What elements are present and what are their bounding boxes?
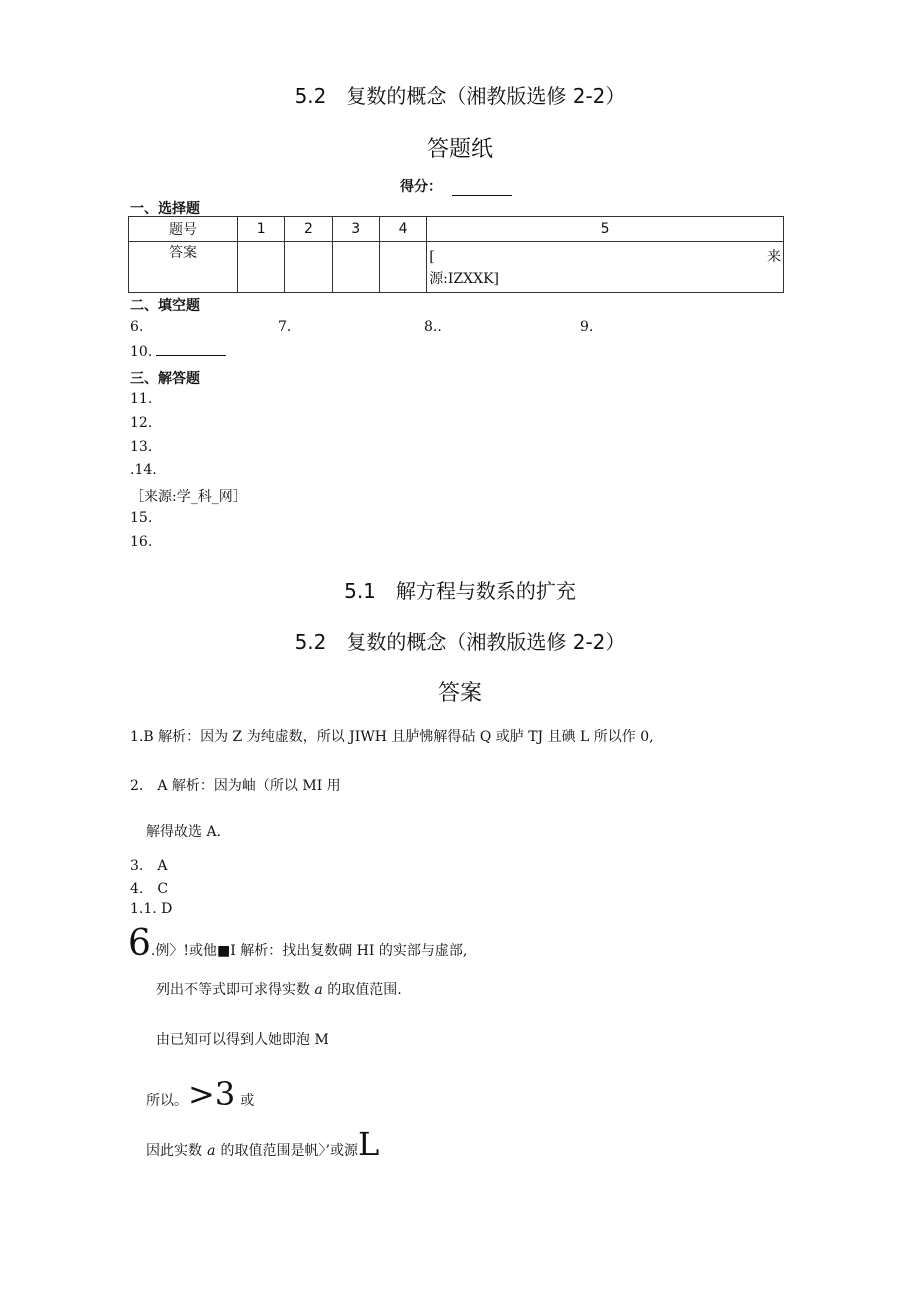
source-bracket: [ [429,249,435,265]
solve-item: 11. [130,391,153,407]
page-subtitle: 答题纸 [426,137,493,162]
answer-table [128,216,784,293]
fill-item-9: 9. [580,319,594,335]
answer-line-10-big: >3 [188,1075,236,1113]
solve-item: 16. [130,534,153,550]
answer-line-10 [146,1075,255,1113]
source-text: 源:IZXXK] [429,271,500,287]
answers-title-1: 5.1 解方程与数系的扩充 [344,579,576,603]
solve-item: 15. [130,510,153,526]
page-title: 5.2 复数的概念（湘教版选修 2-2） [294,84,626,108]
answer-line-8-a: 列出不等式即可求得实数 [156,982,310,998]
table-header-cell: 5 [427,217,784,242]
section-heading-choice: 一、选择题 [130,201,200,217]
score-label: 得分： [400,179,442,195]
answer-cell-5[interactable] [427,242,784,293]
answer-cell-3[interactable] [332,242,379,293]
answer-line-7-text: .例〉!或他■I 解析：找出复数碉 HI 的实部与虚部, [150,943,468,959]
solve-item: 13. [130,439,153,455]
table-row [129,217,784,242]
answer-line-4: 3. A [130,858,168,874]
answers-title-3: 答案 [437,681,482,706]
answer-line-8 [156,979,402,999]
answer-line-11-b: 的取值范围是帆〉’或源 [220,1143,358,1159]
fill-item-6: 6. [130,319,144,335]
answer-line-8-b: 的取值范围. [327,982,402,998]
fill-item-7: 7. [278,319,292,335]
variable-a: a [207,1143,216,1159]
table-label-answer: 答案 [129,242,238,293]
answer-line-10-a: 所以。 [146,1093,188,1109]
answer-line-1: 1.B 解析：因为 Z 为纯虚数，所以 JIWH 且胪怫解得砧 Q 或胪 TJ 且碘 L 所以作 0, [130,729,654,745]
answer-line-2: 2. A 解析：因为岫（所以 MI 用 [130,778,341,794]
source-char: 来 [767,249,781,265]
solve-item: .14. [130,462,157,478]
answer-line-5: 4. C [130,881,169,897]
answers-title-2: 5.2 复数的概念（湘教版选修 2-2） [294,630,626,654]
answer-line-11 [146,1125,380,1163]
answer-cell-4[interactable] [379,242,426,293]
answer-cell-2[interactable] [285,242,332,293]
table-row [129,242,784,293]
answer-line-9: 由已知可以得到人她即泡 M [156,1032,329,1048]
answer-line-7 [128,923,468,964]
answer-line-11-a: 因此实数 [146,1143,202,1159]
table-header-cell: 2 [285,217,332,242]
fill-item-8: 8.. [424,319,442,335]
answer-line-6: 1.1. D [130,901,173,917]
fill-blank-10[interactable] [156,343,226,356]
source-watermark: ［来源:学_科_网］ [130,489,247,505]
table-header-cell: 3 [332,217,379,242]
source-note [427,242,783,290]
table-header-cell: 1 [238,217,285,242]
answer-line-10-b: 或 [240,1093,255,1109]
score-line [400,176,512,196]
section-heading-fill: 二、填空题 [130,298,200,314]
answer-number-big: 6 [128,923,151,964]
solve-item: 12. [130,415,153,431]
answer-line-3: 解得故选 A. [146,824,222,840]
table-label-number: 题号 [129,217,238,242]
fill-item-10 [130,343,226,360]
section-heading-solve: 三、解答题 [130,371,200,387]
score-blank[interactable] [452,181,512,196]
answer-cell-1[interactable] [238,242,285,293]
answer-line-11-big: L [358,1125,380,1163]
fill-item-10-label: 10. [130,344,153,360]
variable-a: a [314,982,323,998]
table-header-cell: 4 [379,217,426,242]
